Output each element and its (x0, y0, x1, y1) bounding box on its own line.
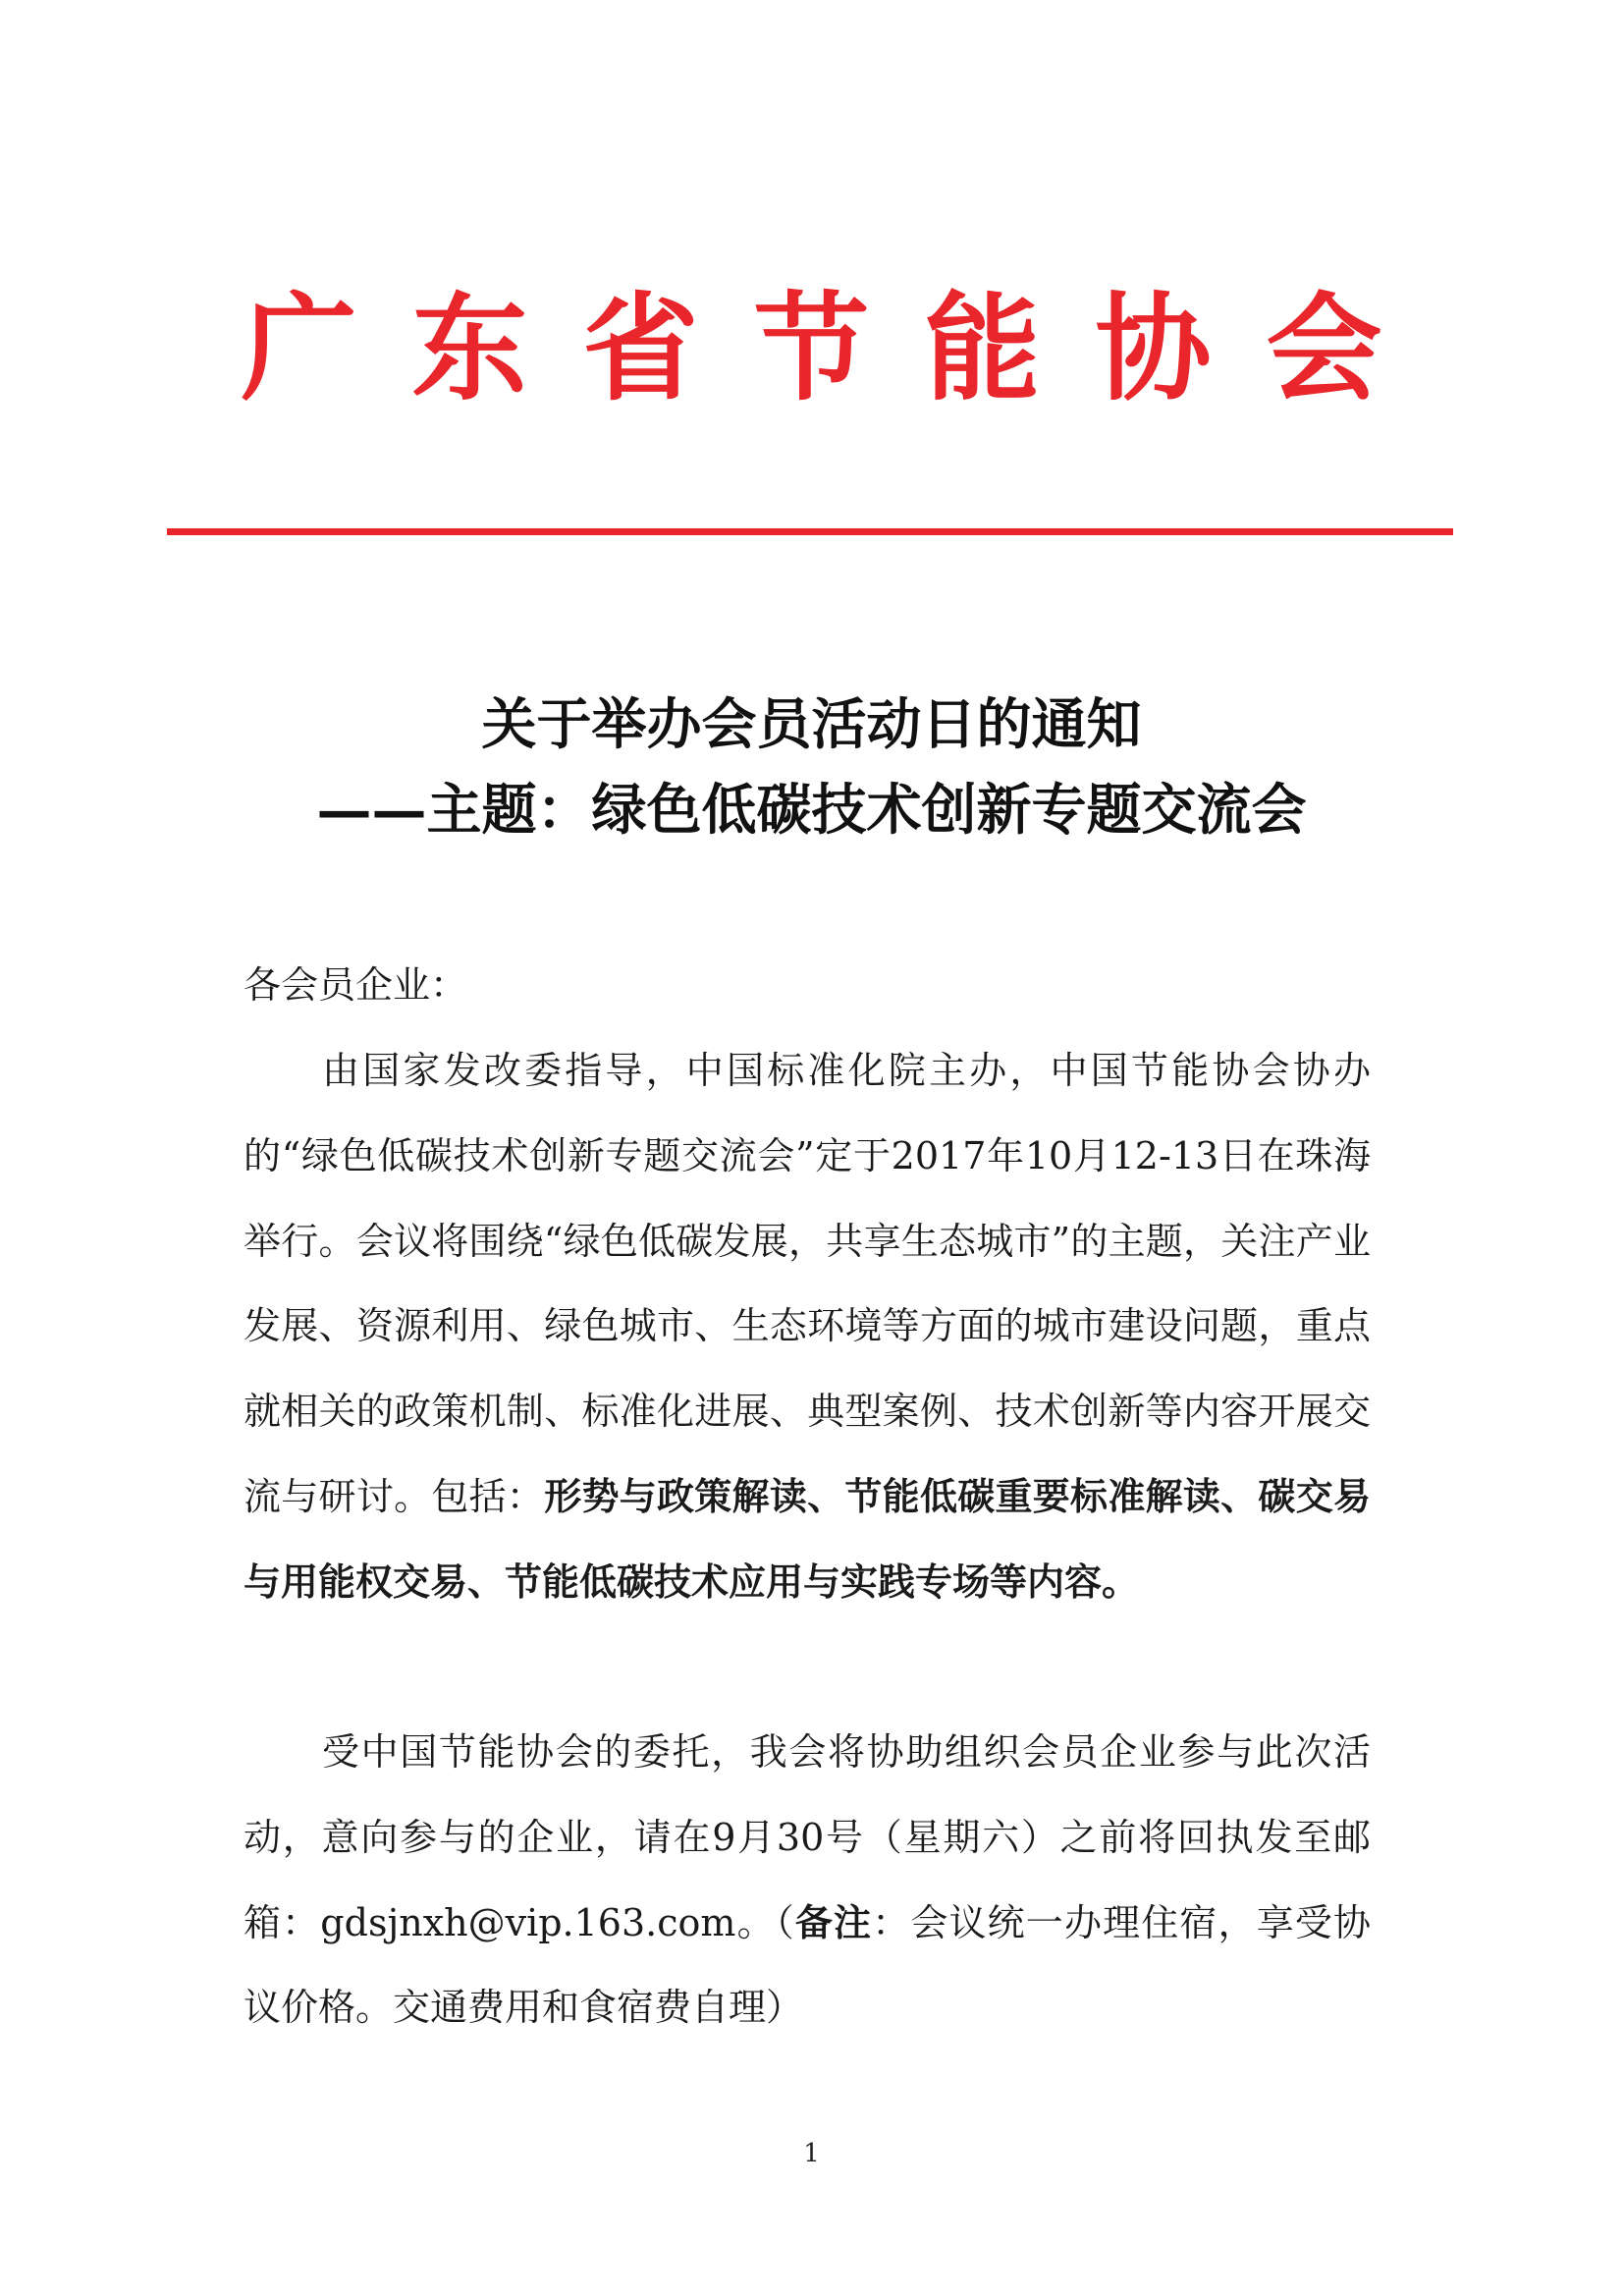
paragraph-1-bold-text: 形势与政策解读、节能低碳重要标准解读、碳交易与用能权交易、节能低碳技术应用与实践专场等内容。 (243, 1473, 1371, 1604)
page-number: 1 (803, 2139, 820, 2168)
document-title: 关于举办会员活动日的通知 (481, 692, 1142, 757)
paragraph-1-text: 由国家发改委指导，中国标准化院主办，中国节能协会协办的“绿色低碳技术创新专题交流会”定于2017年10月12-13日在珠海举行。会议将围绕“绿色低碳发展，共享生态城市”的主题，关注产业发展、资源利用、绿色城市、生态环境等方面的城市建设问题，重点就相关的政策机制、标准化进展、典型案例、技术创新等内容开展交流与研讨。包括： (243, 1049, 1371, 1518)
note-label: 备注 (794, 1899, 873, 1944)
letterhead-org-name: 广东省节能协会 (241, 281, 1437, 416)
note-text: ：会议统一办理住宿，享受协议价格。交通费用和食宿费自理） (243, 1900, 1371, 2030)
paragraph-2-text: 受中国节能协会的委托，我会将协助组织会员企业参与此次活动，意向参与的企业，请在9月30号（星期六）之前将回执发至邮箱：gdsjnxh@vip.163.com。（ (243, 1730, 1371, 1944)
paragraph-1 (243, 1028, 1371, 1625)
letterhead-divider (167, 528, 1453, 535)
salutation: 各会员企业： (243, 963, 468, 1007)
document-subtitle: ——主题：绿色低碳技术创新专题交流会 (316, 778, 1307, 843)
paragraph-2 (243, 1710, 1371, 2050)
